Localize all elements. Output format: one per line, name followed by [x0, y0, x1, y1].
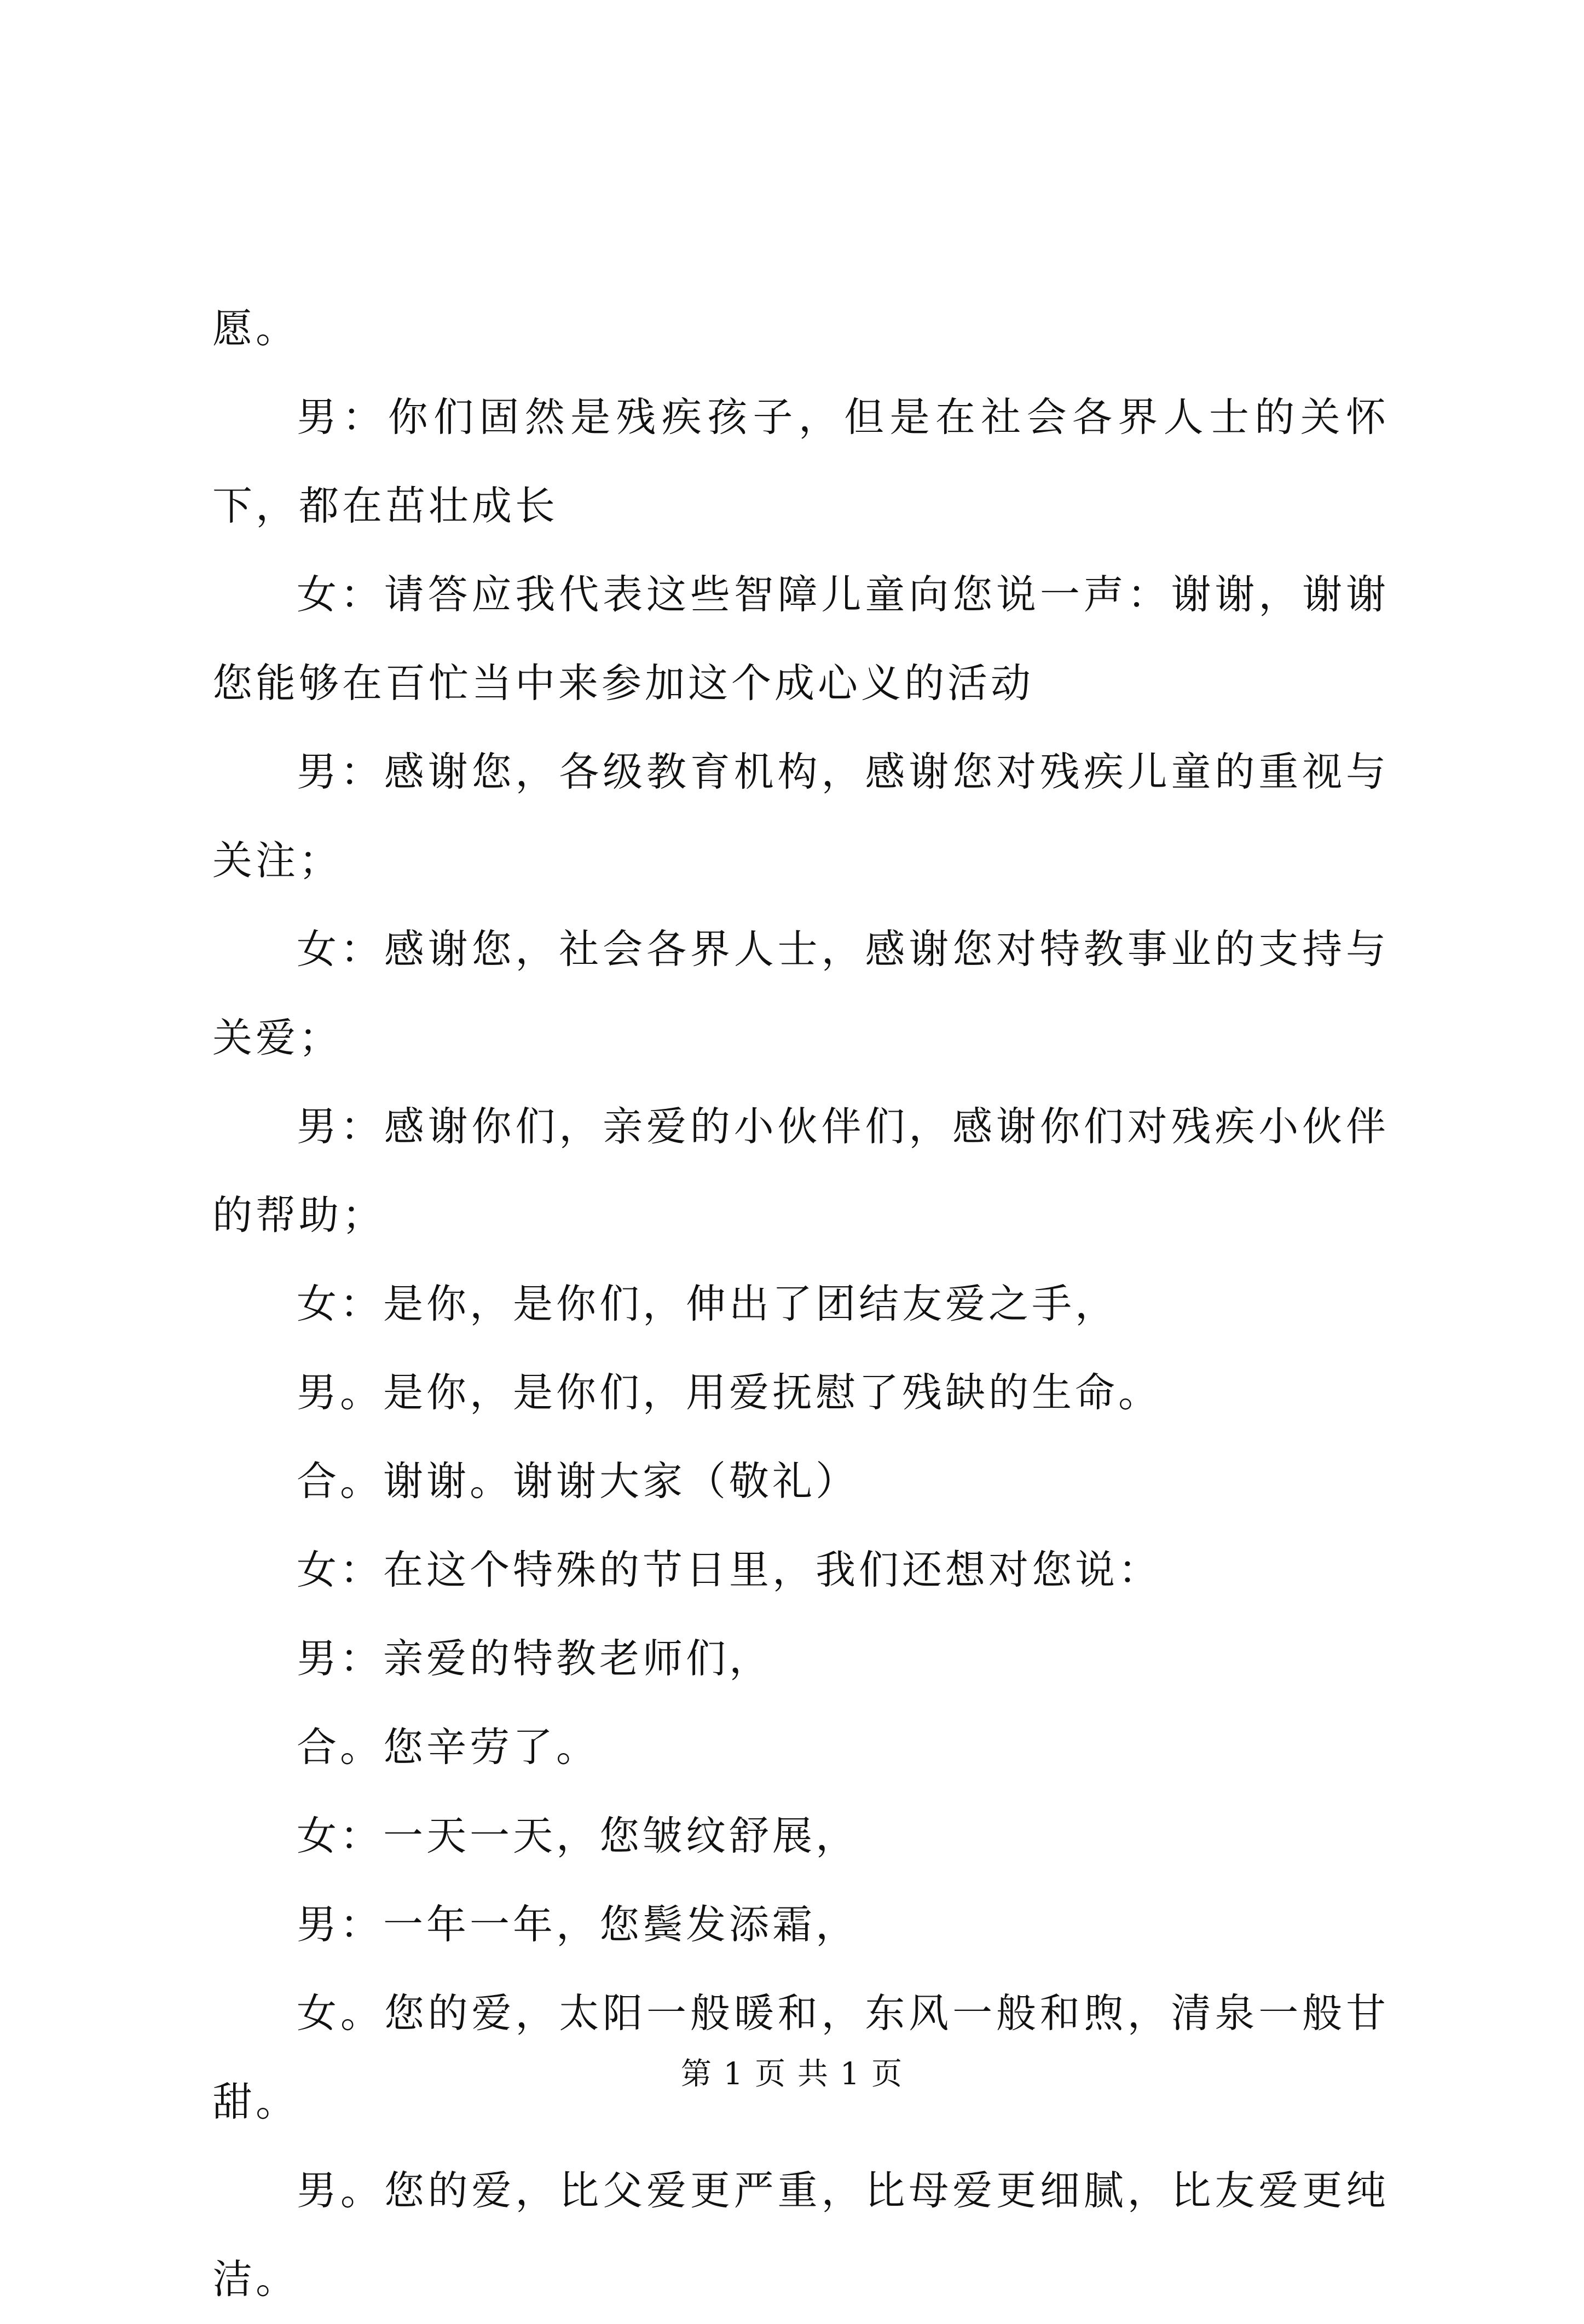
document-body [212, 285, 1389, 2324]
paragraph-male-year-by-year: 男：一年一年，您鬓发添霜， [297, 1901, 859, 1948]
paragraph-male-thanks-education: 男：感谢您，各级教育机构，感谢您对残疾儿童的重视与关注； [212, 749, 1389, 884]
paragraph-female-your-love: 女。您的爱，太阳一般暖和，东风一般和煦，清泉一般甘甜。 [212, 1990, 1389, 2125]
paragraph-female-special-day: 女：在这个特殊的节日里，我们还想对您说： [297, 1547, 1161, 1593]
paragraph-male-your-love: 男。您的爱，比父爱更严重，比母爱更细腻，比友爱更纯洁。 [212, 2167, 1389, 2303]
paragraph-together-hard-work: 合。您辛劳了。 [297, 1724, 599, 1771]
paragraph-female-helping-hand: 女：是你，是你们，伸出了团结友爱之手， [297, 1281, 1118, 1327]
paragraph-male-comfort: 男。是你，是你们，用爱抚慰了残缺的生命。 [297, 1369, 1161, 1416]
paragraph-male-teachers: 男：亲爱的特教老师们， [297, 1635, 772, 1682]
paragraph-male-children-growing: 男：你们固然是残疾孩子，但是在社会各界人士的关怀下，都在茁壮成长 [212, 394, 1389, 529]
paragraph-female-day-by-day: 女：一天一天，您皱纹舒展， [297, 1813, 859, 1859]
paragraph-together-thanks: 合。谢谢。谢谢大家（敬礼） [297, 1458, 859, 1505]
paragraph-female-thanks-society: 女：感谢您，社会各界人士，感谢您对特教事业的支持与关爱； [212, 926, 1389, 1061]
paragraph-continuation: 愿。 [212, 305, 299, 352]
page-footer: 第 1 页 共 1 页 [680, 2056, 904, 2092]
paragraph-female-thanks-attendance: 女：请答应我代表这些智障儿童向您说一声：谢谢，谢谢您能够在百忙当中来参加这个成心义的活动 [212, 571, 1389, 707]
paragraph-male-thanks-friends: 男：感谢你们，亲爱的小伙伴们，感谢你们对残疾小伙伴的帮助； [212, 1103, 1389, 1239]
